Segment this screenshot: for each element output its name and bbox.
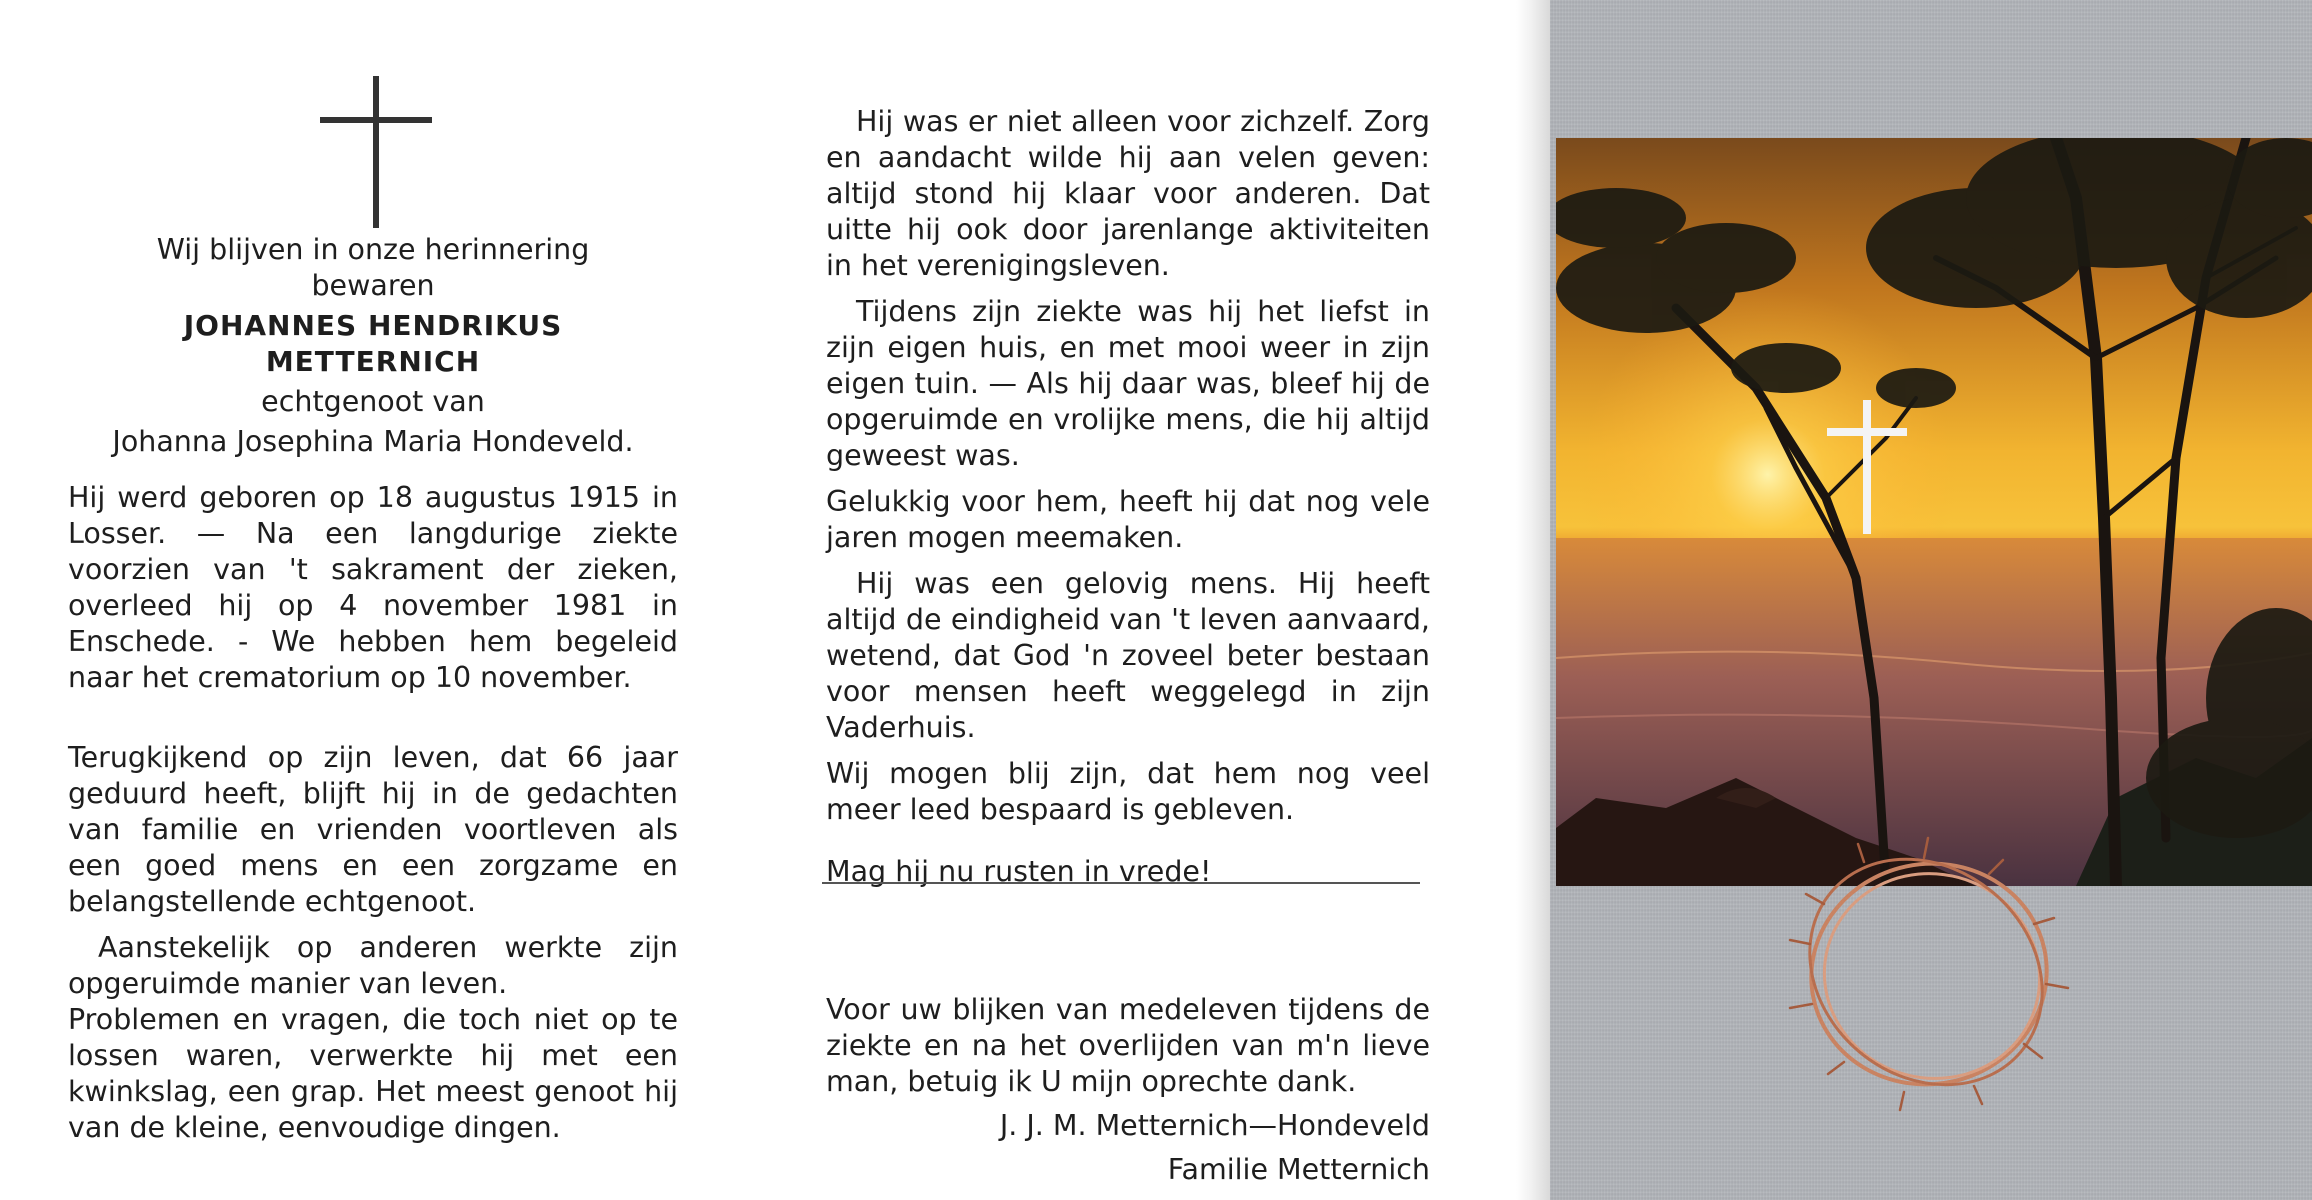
- middle-column: [826, 104, 1430, 1188]
- birth-death-paragraph: Hij werd geboren op 18 augustus 1915 in Losser. — Na een langdurige ziekte voorzien van 't sakrament der zieken, overleed hij op 4 november 1981 in Enschede. - We hebben hem begeleid naar het crematorium op 10 november.: [68, 481, 678, 694]
- character-paragraph: Aanstekelijk op anderen werkte zijn opgeruimde manier van leven.: [68, 931, 678, 1000]
- rest-in-peace-text: Mag hij nu rusten in vrede!: [826, 855, 1212, 888]
- left-column: [68, 78, 678, 1146]
- signature-widow: J. J. M. Metternich—Hondeveld: [999, 1109, 1430, 1142]
- intro-text: Wij blijven in onze herinnering bewaren: [156, 233, 590, 302]
- signature-family: Familie Metternich: [1167, 1153, 1430, 1186]
- deceased-name-line1: JOHANNES HENDRIKUS: [183, 309, 563, 342]
- fortunate-paragraph: Gelukkig voor hem, heeft hij dat nog vele jaren mogen meemaken.: [826, 485, 1430, 554]
- spared-paragraph: Wij mogen blij zijn, dat hem nog veel meer leed bespaard is gebleven.: [826, 757, 1430, 826]
- illness-paragraph: Tijdens zijn ziekte was hij het liefst in zijn eigen huis, en met mooi weer in zijn eigen tuin. — Als hij daar was, bleef hij de opgeruimde en vrolijke mens, die hij altijd geweest was.: [826, 295, 1430, 472]
- crown-of-thorns-icon: [1784, 834, 2074, 1114]
- spouse-name: Johanna Josephina Maria Hondeveld.: [112, 425, 634, 458]
- thanks-paragraph: Voor uw blijken van medeleven tijdens de ziekte en na het overlijden van m'n lieve man, betuig ik U mijn oprechte dank.: [826, 993, 1430, 1098]
- faith-paragraph: Hij was een gelovig mens. Hij heeft altijd de eindigheid van 't leven aanvaard, wetend, dat God 'n zoveel beter bestaan voor mensen heeft weggelegd in zijn Vaderhuis.: [826, 567, 1430, 744]
- caring-paragraph: Hij was er niet alleen voor zichzelf. Zorg en aandacht wilde hij aan velen geven: altijd stond hij klaar voor anderen. Dat uitte hij ook door jarenlange aktiviteiten in het verenigingsleven.: [826, 105, 1430, 282]
- sunset-photo: [1556, 138, 2312, 886]
- deceased-name-line2: METTERNICH: [265, 345, 481, 378]
- life-paragraph: Terugkijkend op zijn leven, dat 66 jaar geduurd heeft, blijft hij in de gedachten van familie en vrienden voortleven als een goed mens en een zorgzame en belangstellende echtgenoot.: [68, 741, 678, 918]
- spouse-label: echtgenoot van: [261, 385, 485, 418]
- problems-paragraph: Problemen en vragen, die toch niet op te lossen waren, verwerkte hij met een kwinkslag, een grap. Het meest genoot hij van de kleine, eenvoudige dingen.: [68, 1003, 678, 1144]
- divider-line: [822, 882, 1420, 884]
- card-fold: [1516, 0, 1550, 1200]
